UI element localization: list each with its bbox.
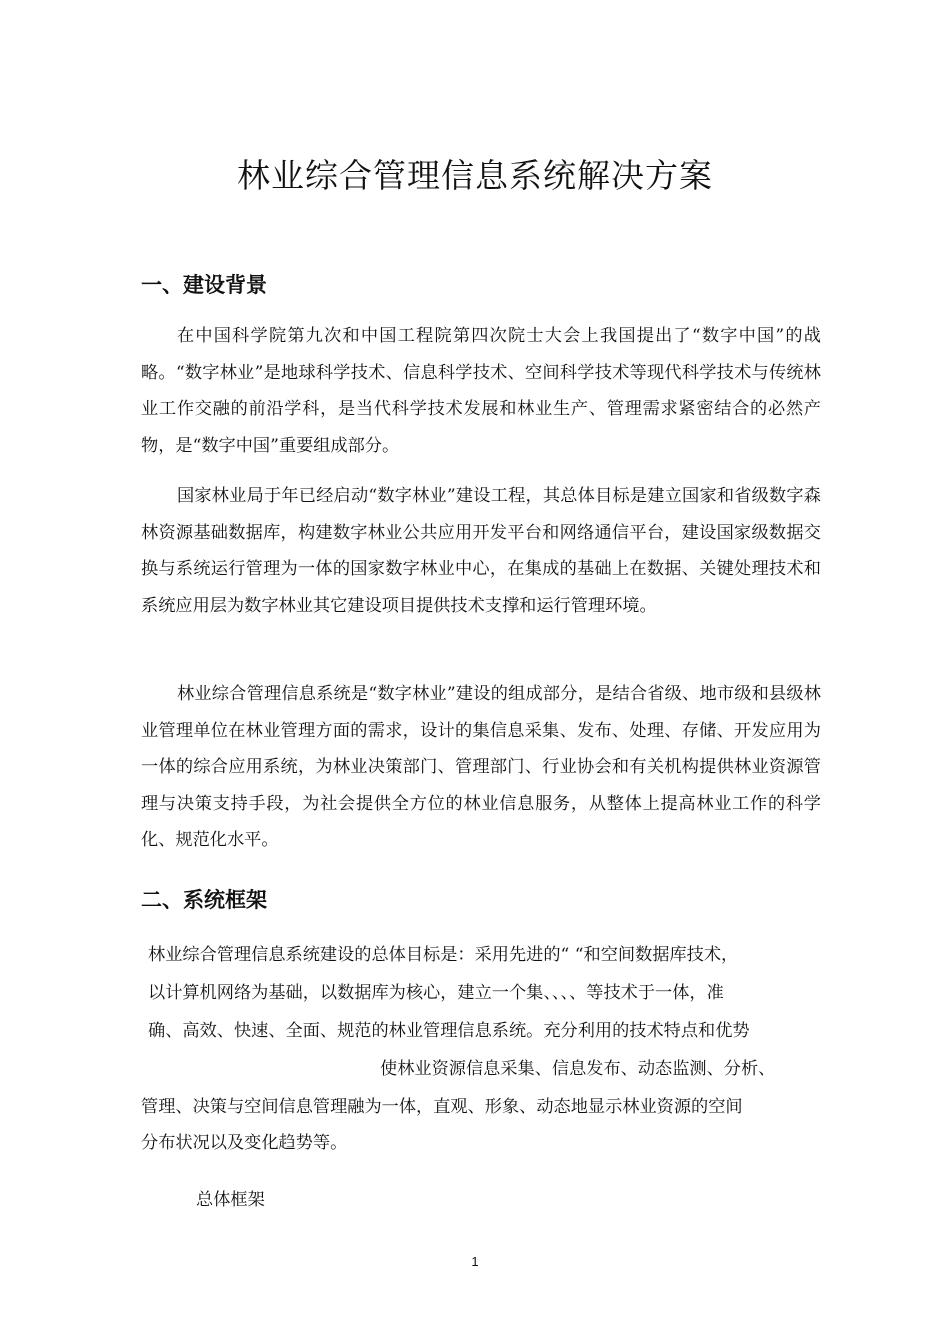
framework-line: 管理、决策与空间信息管理融为一体，直观、形象、动态地显示林业资源的空间: [141, 1097, 743, 1117]
paragraph-system-overview: 林业综合管理信息系统是“数字林业”建设的组成部分，是结合省级、地市级和县级林业管理单位在林业管理方面的需求，设计的集信息采集、发布、处理、存储、开发应用为一体的综合应用系统，为林业决策部门、管理部门、行业协会和有关机构提供林业资源管理与决策支持手段，为社会提供全方位的林业信息服务，从整体上提高林业工作的科学化、规范化水平。: [141, 684, 821, 850]
subheading-overall-framework: 总体框架: [196, 1190, 265, 1210]
page-number: 1: [471, 1254, 479, 1269]
section-heading-framework: 二、系统框架: [141, 888, 267, 912]
framework-line: 使林业资源信息采集、信息发布、动态监测、分析、: [380, 1059, 776, 1079]
framework-line: 分布状况以及变化趋势等。: [141, 1133, 348, 1153]
framework-line: 以计算机网络为基础，以数据库为核心，建立一个集、、、、等技术于一体，准: [148, 983, 724, 1003]
framework-line: 林业综合管理信息系统建设的总体目标是：采用先进的“ “和空间数据库技术，: [148, 945, 739, 965]
framework-line: 确、高效、快速、全面、规范的林业管理信息系统。充分利用的技术特点和优势: [148, 1021, 750, 1041]
paragraph-digital-forestry-project: 国家林业局于年已经启动“数字林业”建设工程，其总体目标是建立国家和省级数字森林资源基础数据库，构建数字林业公共应用开发平台和网络通信平台，建设国家级数据交换与系统运行管理为一体的国家数字林业中心，在集成的基础上在数据、关键处理技术和系统应用层为数字林业其它建设项目提供技术支撑和运行管理环境。: [141, 486, 821, 616]
section-heading-background: 一、建设背景: [141, 273, 267, 297]
paragraph-digital-china: 在中国科学院第九次和中国工程院第四次院士大会上我国提出了“数字中国”的战略。“数字林业”是地球科学技术、信息科学技术、空间科学技术等现代科学技术与传统林业工作交融的前沿学科，是当代科学技术发展和林业生产、管理需求紧密结合的必然产物，是“数字中国”重要组成部分。: [141, 326, 821, 456]
document-title: 林业综合管理信息系统解决方案: [237, 156, 713, 195]
